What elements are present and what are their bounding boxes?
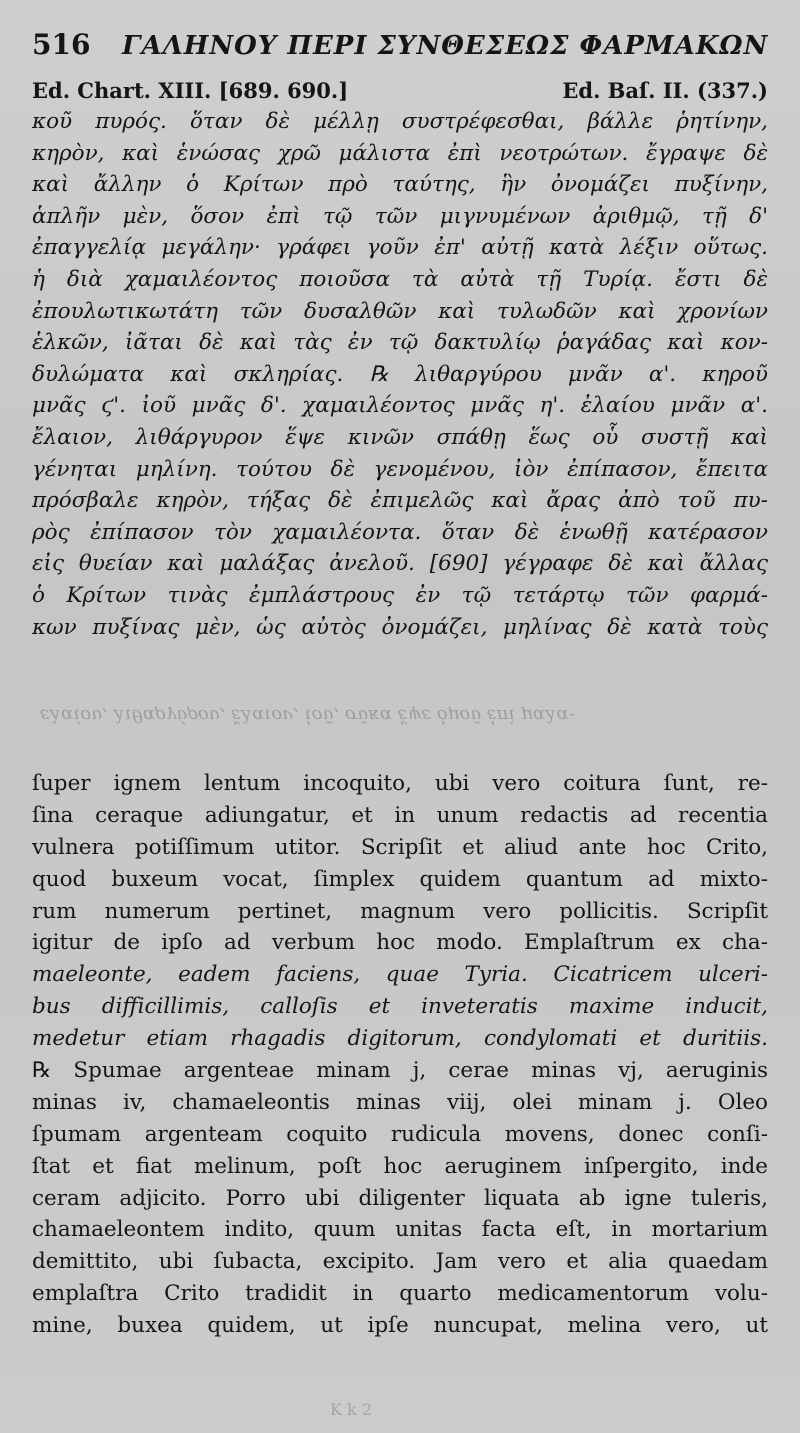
greek-text-line: μνᾶς ϛ'. ἰοῦ μνᾶς δ'. χαμαιλέοντος μνᾶς η'. ἐλαίου μνᾶν α'. [32,393,768,419]
latin-text-line: emplaſtra Crito tradidit in quarto medicamentorum volu- [32,1281,768,1307]
latin-text-line: ſtat et fiat melinum, poſt hoc aeruginem inſpergito, inde [32,1153,768,1179]
latin-text-line: ſpumam argenteam coquito rudicula movens, donec conſi- [32,1121,768,1147]
greek-text-line: κηρὸν, καὶ ἑνώσας χρῶ μάλιστα ἐπὶ νεοτρώτων. ἔγραψε δὲ [32,140,768,166]
greek-text-line: κοῦ πυρός. ὅταν δὲ μέλλῃ συστρέφεσθαι, βάλλε ῥητίνην, [32,109,768,134]
latin-text-line: chamaeleontem indito, quum unitas facta eſt, in mortarium [32,1217,768,1243]
latin-text-line: mine, buxea quidem, ut ipſe nuncupat, melina vero, ut [32,1313,768,1339]
running-head [32,28,772,68]
running-title: ΓΑΛΗΝΟΥ ΠΕΡΙ ΣΥΝΘΕΣΕΩΣ ΦΑΡΜΑΚΩΝ [122,31,769,61]
latin-text-block [32,768,768,1342]
latin-text-line: igitur de ipſo ad verbum hoc modo. Emplaſtrum ex cha- [32,930,768,956]
latin-text-line: quod buxeum vocat, ſimplex quidem quantum ad mixto- [32,866,768,892]
edition-reference-line [32,78,768,106]
bleed-through-text: ελαίου, λιθαργύρου, ἔλαιον, ἰοῦ, σῦκα ἕψε ὁμοῦ ἐπὶ μαλα- [40,705,575,726]
latin-text-line: bus difficillimis, calloſis et inveteratis maxime inducit, [32,994,768,1020]
greek-text-line: καὶ ἄλλην ὁ Κρίτων πρὸ ταύτης, ἣν ὀνομάζει πυξίνην, [32,172,768,198]
greek-text-line: ὁ Κρίτων τινὰς ἐμπλάστρους ἐν τῷ τετάρτῳ τῶν φαρμά- [32,582,768,608]
page-number: 516 [32,28,91,61]
greek-text-line: ἐπαγγελίᾳ μεγάλην· γράφει γοῦν ἐπ' αὐτῇ κατὰ λέξιν οὕτως. [32,235,768,261]
latin-text-line: ℞ Spumae argenteae minam j, cerae minas vj, aeruginis [32,1058,768,1084]
edition-reference-right: Ed. Baſ. II. (337.) [562,78,768,103]
latin-text-line: maeleonte, eadem faciens, quae Tyria. Cicatricem ulceri- [32,962,768,988]
greek-text-line: ρὸς ἐπίπασον τὸν χαμαιλέοντα. ὅταν δὲ ἑνωθῇ κατέρασον [32,519,768,545]
latin-text-line: ceram adjicito. Porro ubi diligenter liquata ab igne tuleris, [32,1185,768,1211]
greek-text-line: γένηται μηλίνη. τούτου δὲ γενομένου, ἰὸν ἐπίπασον, ἔπειτα [32,456,768,482]
greek-text-line: δυλώματα καὶ σκληρίας. ℞ λιθαργύρου μνᾶν α'. κηροῦ [32,361,768,387]
edition-reference-left: Ed. Chart. XIII. [689. 690.] [32,78,349,103]
greek-text-line: ἁπλῆν μὲν, ὅσον ἐπὶ τῷ τῶν μιγνυμένων ἀριθμῷ, τῇ δ' [32,203,768,229]
greek-text-line: ἐπουλωτικωτάτη τῶν δυσαλθῶν καὶ τυλωδῶν καὶ χρονίων [32,298,768,324]
greek-text-line: ἔλαιον, λιθάργυρον ἕψε κινῶν σπάθῃ ἕως οὗ συστῇ καὶ [32,424,768,450]
latin-text-line: vulnera potiſſimum utitor. Scripſit et aliud ante hoc Crito, [32,834,768,860]
latin-text-line: ſina ceraque adiungatur, et in unum redactis ad recentia [32,802,768,828]
greek-text-line: ἑλκῶν, ἰᾶται δὲ καὶ τὰς ἐν τῷ δακτυλίῳ ῥαγάδας καὶ κον- [32,330,768,356]
latin-text-line: demittito, ubi ſubacta, excipito. Jam vero et alia quaedam [32,1249,768,1275]
latin-text-line: rum numerum pertinet, magnum vero pollicitis. Scripſit [32,898,768,924]
latin-text-line: medetur etiam rhagadis digitorum, condylomati et duritiis. [32,1026,768,1052]
latin-text-line: minas iv, chamaeleontis minas viij, olei minam j. Oleo [32,1089,768,1115]
greek-text-line: ἡ διὰ χαμαιλέοντος ποιοῦσα τὰ αὐτὰ τῇ Τυρίᾳ. ἔστι δὲ [32,266,768,292]
greek-text-block [32,106,768,643]
signature-mark: K k 2 [330,1400,372,1419]
greek-text-line: κων πυξίνας μὲν, ὡς αὐτὸς ὀνομάζει, μηλίνας δὲ κατὰ τοὺς [32,614,768,640]
greek-text-line: πρόσβαλε κηρὸν, τήξας δὲ ἐπιμελῶς καὶ ἄρας ἀπὸ τοῦ πυ- [32,488,768,514]
latin-text-line: ſuper ignem lentum incoquito, ubi vero coitura ſunt, re- [32,771,768,796]
greek-text-line: εἰς θυείαν καὶ μαλάξας ἀνελοῦ. [690] γέγραφε δὲ καὶ ἄλλας [32,551,768,577]
